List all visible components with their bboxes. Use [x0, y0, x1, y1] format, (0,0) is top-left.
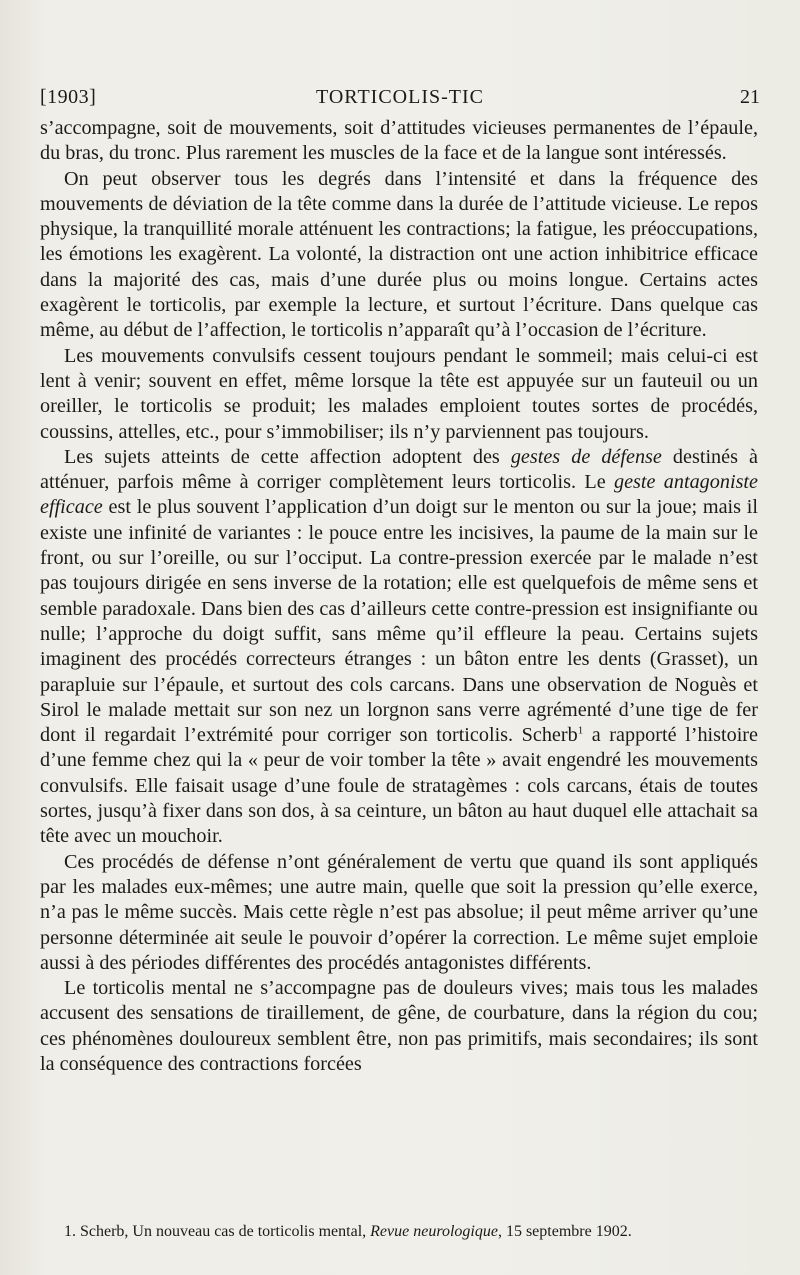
text-run: Les mouvements convulsifs cessent toujours pendant le sommeil; mais celui-ci est lent à venir; souvent en effet, même lorsque la tête est appuyée sur un fauteuil ou un oreiller, le torticolis se produit; les malades emploient toutes sortes de procédés, coussins, attelles, etc., pour s’immobiliser; ils n’y parviennent pas toujours.: [40, 344, 758, 443]
body-text: [40, 116, 758, 1077]
text-run: Le torticolis mental ne s’accompagne pas de douleurs vives; mais tous les malades accusent des sensations de tiraillement, de gêne, de courbature, dans la région du cou; ces phénomènes douloureux semblent être, non pas primitifs, mais secondaires; ils sont la conséquence des contractions forcées: [40, 977, 758, 1075]
italic-text: geste antagoniste efficace: [40, 471, 758, 519]
footnote-ref: 1: [577, 724, 584, 737]
text-run: Ces procédés de défense n’ont généralement de vertu que quand ils sont appliqués par les malades eux-mêmes; une autre main, quelle que soit la pression qu’elle exerce, n’a pas le même succès. Mais cette règle n’est pas absolue; il peut même arriver qu’une personne déterminée ait seule le pouvoir d’opérer la correction. Le même sujet emploie aussi à des périodes différentes des procédés antagonistes différents.: [40, 850, 758, 974]
text-run: , 15 septembre 1902.: [497, 1223, 632, 1240]
text-run: destinés à atténuer, parfois même à corriger complètement leurs torticolis. Le: [40, 445, 758, 494]
text-run: Les sujets atteints de cette affection adoptent des: [64, 445, 511, 468]
text-run: s’accompagne, soit de mouvements, soit d’attitudes vicieuses permanentes de l’épaule, du bras, du tronc. Plus rarement les muscles de la face et de la langue sont intéressés.: [40, 117, 758, 165]
header-year: [1903]: [40, 86, 97, 108]
footnote-text: [40, 1222, 758, 1241]
running-header: [40, 86, 760, 116]
text-run: 1. Scherb, Un nouveau cas de torticolis mental,: [64, 1223, 371, 1240]
paragraph: [40, 116, 758, 167]
page-number: 21: [740, 86, 760, 108]
footnote: [40, 1222, 758, 1241]
paragraph: [40, 167, 758, 344]
paragraph: [40, 445, 758, 850]
italic-text: Revue neurologique: [370, 1223, 498, 1240]
paragraph: [40, 344, 758, 445]
header-title: TORTICOLIS-TIC: [316, 86, 484, 108]
text-run: On peut observer tous les degrés dans l’intensité et dans la fréquence des mouvements de déviation de la tête comme dans la durée de l’attitude vicieuse. Le repos physique, la tranquillité morale atténuent les contractions; la fatigue, les préoccupations, les émotions les exagèrent. La volonté, la distraction ont une action inhibitrice efficace dans la majorité des cas, mais d’une durée plus ou moins longue. Certains actes exagèrent le torticolis, par exemple la lecture, et surtout l’écriture. Dans quelque cas même, au début de l’affection, le torticolis n’apparaît qu’à l’occasion de l’écriture.: [40, 167, 758, 342]
paragraph: [40, 850, 758, 976]
text-run: est le plus souvent l’application d’un doigt sur le menton ou sur la joue; mais il existe une infinité de variantes : le pouce entre les incisives, la paume de la main sur le front, ou sur l’oreille, ou sur l’occiput. La contre-pression exercée par le malade n’est pas toujours dirigée en sens inverse de la rotation; elle est quelquefois de même sens et semble paradoxale. Dans bien des cas d’ailleurs cette contre-pression est insignifiante ou nulle; l’approche du doigt suffit, sans même qu’il effleure la peau. Certains sujets imaginent des procédés correcteurs étranges : un bâton entre les dents (Grasset), un parapluie sur l’épaule, et surtout des cols carcans. Dans une observation de Noguès et Sirol le malade mettait sur son nez un lorgnon sans verre agrémenté d’une tige de fer dont il regardait l’extrémité pour corriger son torticolis. Scherb: [40, 496, 758, 747]
text-run: a rapporté l’histoire d’une femme chez qui la « peur de voir tomber la tête » avait engendré les mouvements convulsifs. Elle faisait usage d’une foule de stratagèmes : cols carcans, étais de toutes sortes, jusqu’à fixer dans son dos, à sa ceinture, un bâton au haut duquel elle attachait sa tête avec un mouchoir.: [40, 724, 758, 848]
paragraph: [40, 976, 758, 1077]
italic-text: gestes de défense: [510, 445, 662, 468]
